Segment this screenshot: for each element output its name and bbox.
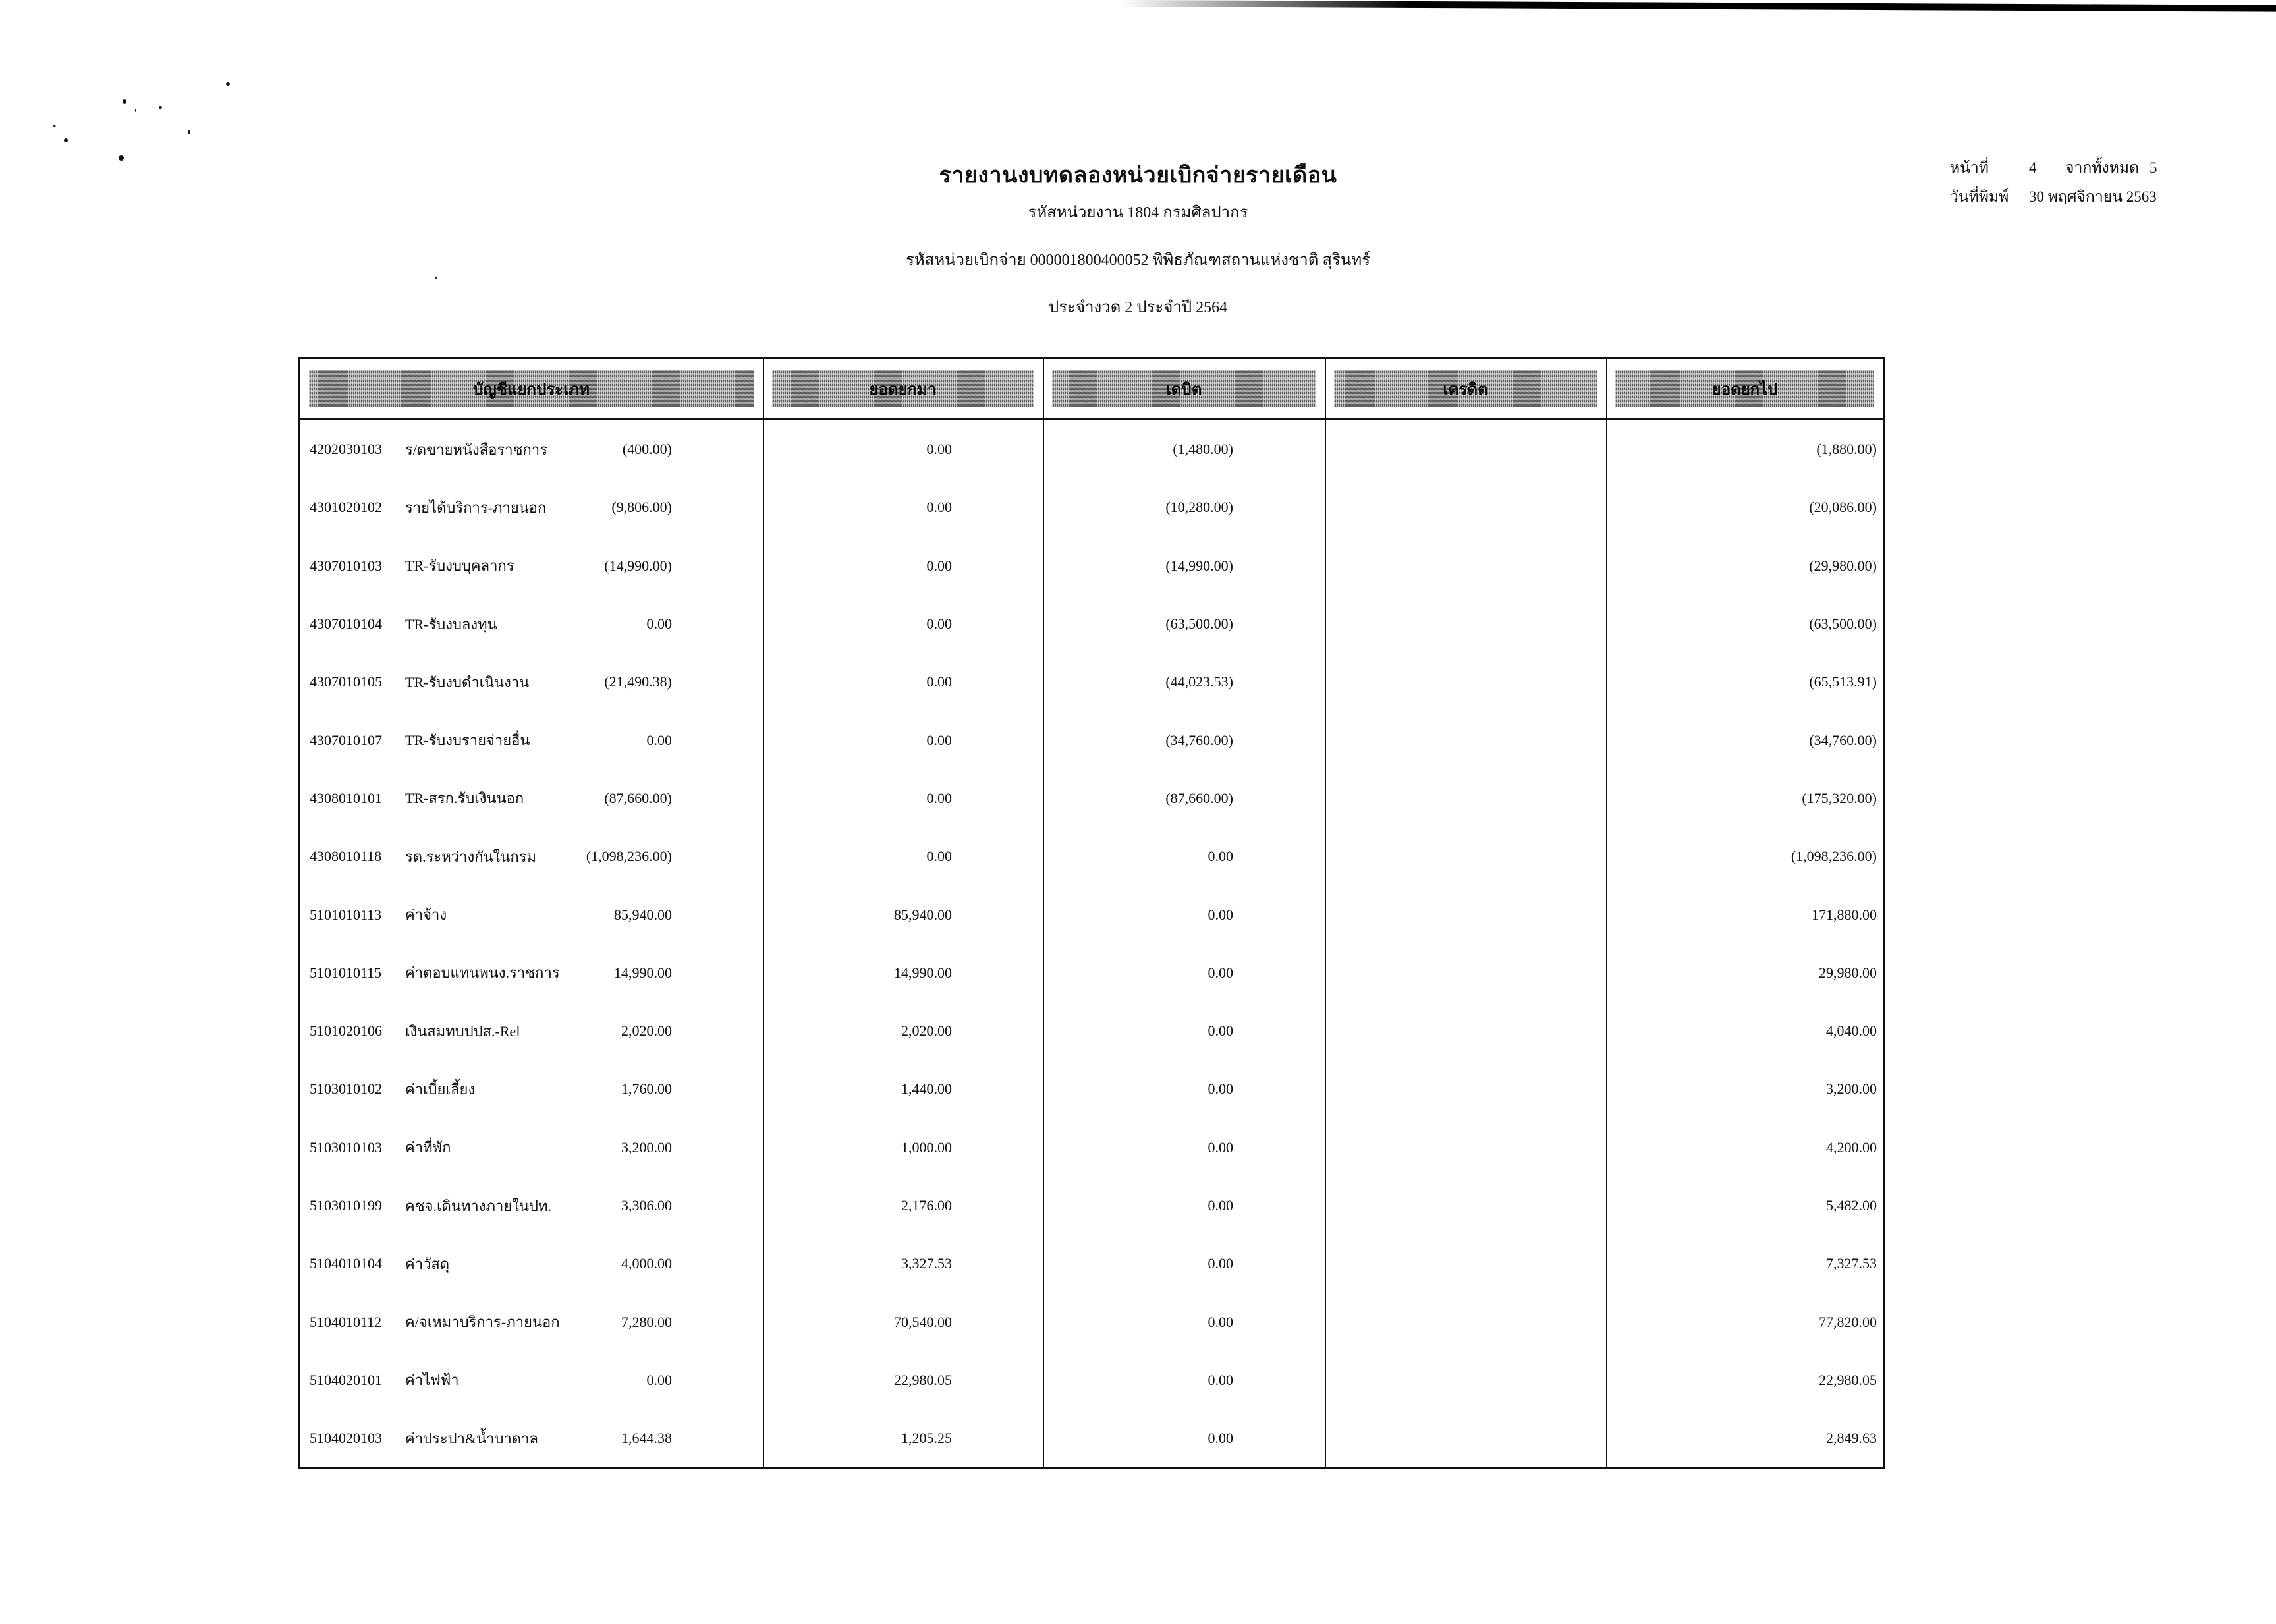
closing-balance-cell: 4,200.00	[1826, 1138, 1877, 1156]
account-code: 5104020103	[310, 1430, 382, 1447]
credit-cell: 0.00	[1207, 1080, 1233, 1098]
table-row	[300, 770, 1883, 827]
debit-cell: 1,000.00	[901, 1138, 952, 1156]
closing-balance-cell: (20,086.00)	[1809, 499, 1877, 516]
scan-speck	[188, 130, 190, 134]
account-name: ค่าเบี้ยเลี้ยง	[405, 1080, 476, 1098]
page-number: 4	[2029, 159, 2037, 176]
table-row	[300, 478, 1883, 536]
table-row	[300, 1002, 1883, 1060]
account-code: 4301020102	[310, 499, 382, 516]
debit-cell: 22,980.05	[894, 1371, 952, 1388]
credit-cell: (10,280.00)	[1165, 499, 1233, 516]
debit-cell: 0.00	[926, 848, 952, 865]
credit-cell: (14,990.00)	[1165, 557, 1233, 574]
credit-cell: 0.00	[1207, 1022, 1233, 1040]
account-code: 4308010101	[310, 789, 382, 806]
account-code: 4307010104	[310, 615, 382, 632]
closing-balance-cell: 7,327.53	[1826, 1255, 1877, 1272]
page-meta	[1950, 154, 2157, 211]
agency-code-line: รหัสหน่วยงาน 1804 กรมศิลปากร	[1028, 204, 1248, 221]
credit-cell: 0.00	[1207, 1197, 1233, 1214]
scan-speck	[53, 125, 56, 127]
account-name: TR-สรก.รับเงินนอก	[405, 790, 524, 807]
disbursement-unit-line: รหัสหน่วยเบิกจ่าย 000001800400052 พิพิธภัณฑสถานแห่งชาติ สุรินทร์	[905, 252, 1371, 269]
column-header-label: เครดิต	[1443, 381, 1488, 399]
account-name: ค่าไฟฟ้า	[405, 1372, 459, 1389]
credit-cell: (1,480.00)	[1173, 441, 1233, 458]
table-row	[300, 1235, 1883, 1293]
debit-cell: 0.00	[926, 731, 952, 748]
account-name: คชจ.เดินทางภายในปท.	[405, 1197, 551, 1214]
column-header-closing	[1606, 359, 1883, 418]
column-header-label: ยอดยกมา	[869, 381, 937, 399]
table-row	[300, 420, 1883, 478]
debit-cell: 0.00	[926, 441, 952, 458]
print-date-row	[1950, 182, 2157, 211]
closing-balance-cell: (1,880.00)	[1816, 441, 1877, 458]
opening-balance-cell: (21,490.38)	[604, 673, 672, 690]
account-name: รายได้บริการ-ภายนอก	[405, 499, 547, 516]
account-code: 5101010113	[310, 906, 382, 923]
scan-speck	[135, 109, 136, 112]
account-code: 5104020101	[310, 1371, 382, 1388]
column-header-label: ยอดยกไป	[1711, 381, 1778, 399]
account-name: TR-รับงบรายจ่ายอื่น	[405, 732, 530, 749]
credit-cell: 0.00	[1207, 906, 1233, 923]
table-row	[300, 537, 1883, 595]
debit-cell: 2,020.00	[901, 1022, 952, 1040]
column-header-opening	[763, 359, 1043, 418]
page-number-row	[1950, 154, 2157, 182]
debit-cell: 85,940.00	[894, 906, 952, 923]
credit-cell: 0.00	[1207, 1255, 1233, 1272]
closing-balance-cell: 3,200.00	[1826, 1080, 1877, 1098]
scan-speck	[226, 82, 230, 86]
account-name: TR-รับงบลงทุน	[405, 615, 497, 632]
scan-speck	[123, 99, 126, 104]
trial-balance-table	[298, 357, 1885, 1469]
closing-balance-cell: 171,880.00	[1812, 906, 1877, 923]
credit-cell: 0.00	[1207, 848, 1233, 865]
closing-balance-cell: (34,760.00)	[1809, 731, 1877, 748]
credit-cell: (44,023.53)	[1165, 673, 1233, 690]
account-code: 5103010102	[310, 1080, 382, 1098]
debit-cell: 3,327.53	[901, 1255, 952, 1272]
table-row	[300, 1177, 1883, 1235]
account-code: 4202030103	[310, 441, 382, 458]
table-row	[300, 944, 1883, 1002]
debit-cell: 1,205.25	[901, 1430, 952, 1447]
account-code: 5101020106	[310, 1022, 382, 1040]
opening-balance-cell: (400.00)	[622, 441, 672, 458]
opening-balance-cell: 14,990.00	[614, 964, 672, 981]
opening-balance-cell: 0.00	[646, 615, 672, 632]
debit-cell: 0.00	[926, 789, 952, 806]
table-row	[300, 885, 1883, 943]
account-code: 4307010105	[310, 673, 382, 690]
closing-balance-cell: (175,320.00)	[1802, 789, 1877, 806]
table-row	[300, 1293, 1883, 1351]
closing-balance-cell: 4,040.00	[1826, 1022, 1877, 1040]
closing-balance-cell: (1,098,236.00)	[1790, 848, 1877, 865]
column-header-label: บัญชีแยกประเภท	[473, 381, 590, 399]
report-title: รายงานงบทดลองหน่วยเบิกจ่ายรายเดือน	[939, 163, 1337, 188]
account-name: เงินสมทบปปส.-Rel	[405, 1022, 520, 1040]
opening-balance-cell: 0.00	[646, 731, 672, 748]
opening-balance-cell: (9,806.00)	[611, 499, 672, 516]
table-row	[300, 1351, 1883, 1409]
column-header-label: เดบิต	[1165, 381, 1202, 399]
account-name: รด.ระหว่างกันในกรม	[405, 848, 536, 865]
credit-cell: 0.00	[1207, 964, 1233, 981]
opening-balance-cell: (14,990.00)	[604, 557, 672, 574]
print-date-label: วันที่พิมพ์	[1950, 188, 2009, 205]
total-pages: 5	[2150, 159, 2157, 176]
print-date: 30 พฤศจิกายน 2563	[2029, 188, 2157, 205]
credit-cell: 0.00	[1207, 1138, 1233, 1156]
debit-cell: 70,540.00	[894, 1313, 952, 1330]
table-row	[300, 653, 1883, 711]
account-name: ค่าที่พัก	[405, 1139, 451, 1156]
opening-balance-cell: 1,644.38	[621, 1430, 672, 1447]
closing-balance-cell: 29,980.00	[1819, 964, 1877, 981]
opening-balance-cell: (87,660.00)	[604, 789, 672, 806]
debit-cell: 0.00	[926, 557, 952, 574]
opening-balance-cell: 85,940.00	[614, 906, 672, 923]
debit-cell: 0.00	[926, 673, 952, 690]
table-row	[300, 595, 1883, 653]
account-name: TR-รับงบดำเนินงาน	[405, 673, 530, 690]
debit-cell: 0.00	[926, 499, 952, 516]
table-row	[300, 711, 1883, 769]
table-row	[300, 1119, 1883, 1177]
account-name: ร/ดขายหนังสือราชการ	[405, 441, 548, 458]
page-label: หน้าที่	[1950, 159, 1989, 176]
scan-speck	[435, 277, 437, 279]
column-header-credit	[1325, 359, 1606, 418]
scan-speck	[64, 138, 68, 142]
credit-cell: (34,760.00)	[1165, 731, 1233, 748]
account-name: ค่าประปา&น้ำบาดาล	[405, 1430, 538, 1447]
account-code: 4308010118	[310, 848, 382, 865]
opening-balance-cell: 3,306.00	[621, 1197, 672, 1214]
account-name: ค่าจ้าง	[405, 907, 447, 924]
account-code: 4307010103	[310, 557, 382, 574]
account-code: 5104010112	[310, 1313, 382, 1330]
account-name: ค่าตอบแทนพนง.ราชการ	[405, 965, 560, 982]
closing-balance-cell: (65,513.91)	[1809, 673, 1877, 690]
total-pages-label: จากทั้งหมด	[2065, 159, 2139, 176]
credit-cell: 0.00	[1207, 1430, 1233, 1447]
closing-balance-cell: 22,980.05	[1819, 1371, 1877, 1388]
table-row	[300, 1409, 1883, 1467]
closing-balance-cell: 77,820.00	[1819, 1313, 1877, 1330]
closing-balance-cell: 2,849.63	[1826, 1430, 1877, 1447]
account-code: 5103010199	[310, 1197, 382, 1214]
period-line: ประจำงวด 2 ประจำปี 2564	[1048, 299, 1228, 316]
opening-balance-cell: 7,280.00	[621, 1313, 672, 1330]
column-header-debit	[1043, 359, 1325, 418]
account-name: ค/จเหมาบริการ-ภายนอก	[405, 1314, 560, 1331]
closing-balance-cell: (63,500.00)	[1809, 615, 1877, 632]
account-code: 5101010115	[310, 964, 382, 981]
account-code: 5103010103	[310, 1138, 382, 1156]
debit-cell: 14,990.00	[894, 964, 952, 981]
debit-cell: 2,176.00	[901, 1197, 952, 1214]
table-body	[300, 420, 1883, 1467]
closing-balance-cell: 5,482.00	[1826, 1197, 1877, 1214]
closing-balance-cell: (29,980.00)	[1809, 557, 1877, 574]
opening-balance-cell: 0.00	[646, 1371, 672, 1388]
opening-balance-cell: 4,000.00	[621, 1255, 672, 1272]
opening-balance-cell: 2,020.00	[621, 1022, 672, 1040]
opening-balance-cell: (1,098,236.00)	[586, 848, 672, 865]
table-row	[300, 827, 1883, 885]
account-name: ค่าวัสดุ	[405, 1255, 450, 1272]
opening-balance-cell: 1,760.00	[621, 1080, 672, 1098]
account-code: 4307010107	[310, 731, 382, 748]
debit-cell: 1,440.00	[901, 1080, 952, 1098]
scan-edge-shadow	[1120, 0, 2276, 12]
column-header-account	[300, 359, 763, 418]
credit-cell: (63,500.00)	[1165, 615, 1233, 632]
opening-balance-cell: 3,200.00	[621, 1138, 672, 1156]
credit-cell: 0.00	[1207, 1313, 1233, 1330]
scan-speck	[159, 106, 162, 109]
credit-cell: 0.00	[1207, 1371, 1233, 1388]
account-name: TR-รับงบบุคลากร	[405, 557, 514, 574]
debit-cell: 0.00	[926, 615, 952, 632]
table-row	[300, 1060, 1883, 1118]
credit-cell: (87,660.00)	[1165, 789, 1233, 806]
account-code: 5104010104	[310, 1255, 382, 1272]
